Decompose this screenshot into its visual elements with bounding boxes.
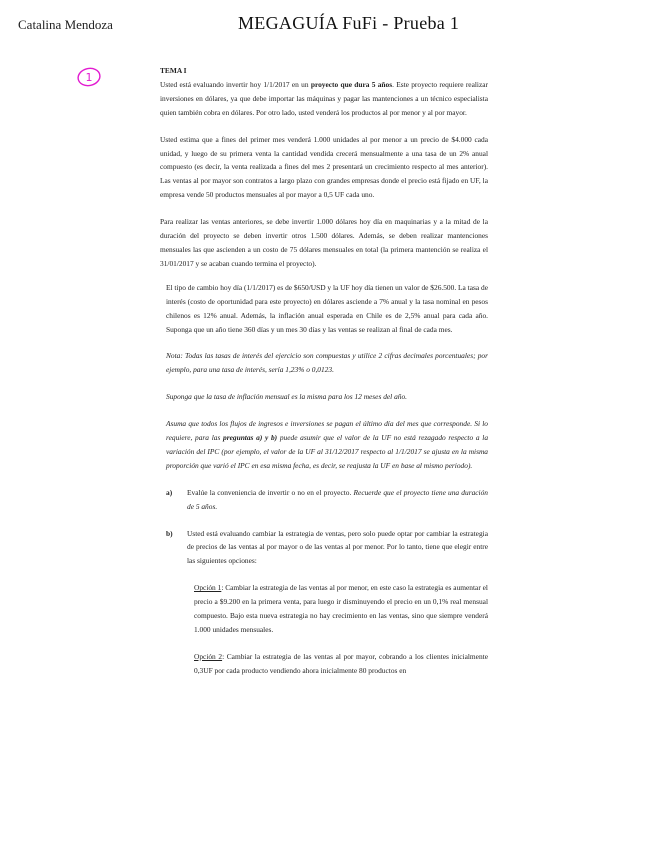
option-1: Opción 1: Cambiar la estrategia de las ventas al por menor, en este caso la estrategia es aumentar el precio a $9.200 en la primera venta, para luego ir disminuyendo el precio en un 0,1% real mensual compuesto. Bajo esta nueva estrategia no hay crecimiento en las ventas, sino que siempre venderá 1.000 unidades mensuales.	[194, 583, 488, 634]
paragraph-rates: El tipo de cambio hoy día (1/1/2017) es de $650/USD y la UF hoy día tienen un valor de $26.500. La tasa de interés (costo de oportunidad para este proyecto) en dólares asciende a 7% anual y la tasa nominal en pesos chilenos es 12% anual. Además, la inflación anual esperada en Chile es de 2,5% anual para cada año. Suponga que un año tiene 360 días y un mes 30 días y las ventas se realizan al final de cada mes.	[166, 282, 488, 334]
paragraph-sales: Usted estima que a fines del primer mes venderá 1.000 unidades al por menor a un precio de $4.000 cada unidad, y luego de su primera venta la cantidad vendida crecerá mensualmente a una tasa de un 2% anual compuesto (es decir, la venta realizada a fines del mes 2 presentará un crecimiento respecto al mes anterior). Las ventas al por mayor son contratos a largo plazo con grandes empresas donde el precio está fijado en UF, la empresa vende 50 productos mensuales al por mayor a 0,5 UF cada uno.	[160, 134, 488, 200]
option-2: Opción 2: Cambiar la estrategia de las ventas al por mayor, cobrando a los clientes inicialmente 0,3UF por cada producto vendiendo ahora inicialmente 80 productos en	[194, 651, 488, 675]
note-decimals: Nota: Todas las tasas de interés del ejercicio son compuestas y utilice 2 cifras decimales porcentuales; por ejemplo, para una tasa de interés, sería 1,23% o 0,0123.	[166, 351, 488, 375]
note-flows: Asuma que todos los flujos de ingresos e inversiones se pagan el último día del mes que corresponde. Si lo requiere, para las preguntas a) y b) puede asumir que el valor de la UF no está rezagado respecto a la variación del IPC (por ejemplo, el valor de la UF al 31/12/2017 respecto al 1/1/2017 se ajusta en la misma proporción que varió el IPC en esa misma fecha, es decir, se reajusta la UF en base al mismo periodo).	[166, 419, 489, 470]
handwritten-circled-number	[76, 66, 102, 93]
paragraph-investments: Para realizar las ventas anteriores, se debe invertir 1.000 dólares hoy día en maquinarias y a la mitad de la duración del proyecto se deben invertir otros 1.500 dólares. Además, se deben realizar mantenciones mensuales las que ascienden a un costo de 75 dólares mensuales en total (la primera mantención se realiza el 31/01/2017 y se acaban cuando termina el proyecto).	[160, 217, 488, 268]
question-a-label: a)	[166, 487, 173, 497]
question-b: b) Usted está evaluando cambiar la estrategia de ventas, pero solo puede optar por cambiar la estrategia de precios de las ventas al por mayor o de las ventas al por menor. Por lo tanto, tiene que elegir entre las siguientes opciones:	[166, 528, 488, 566]
paragraph-intro: Usted está evaluando invertir hoy 1/1/2017 en un proyecto que dura 5 años. Este proyecto requiere realizar inversiones en dólares, ya que debe importar las máquinas y pagar las mantenciones a un técnico especialista quien también cobra en dólares. Por otro lado, usted venderá los productos al por menor y al por mayor.	[160, 79, 488, 117]
document-title: MEGAGUÍA FuFi - Prueba 1	[238, 13, 460, 33]
note-inflation: Suponga que la tasa de inflación mensual es la misma para los 12 meses del año.	[166, 392, 408, 402]
document-body	[160, 64, 488, 678]
section-heading: TEMA I	[160, 66, 187, 75]
mark-number: 1	[85, 71, 93, 84]
author-name: Catalina Mendoza	[18, 17, 113, 32]
question-b-label: b)	[166, 528, 173, 538]
question-a: a) Evalúe la conveniencia de invertir o no en el proyecto. Recuerde que el proyecto tiene una duración de 5 años.	[166, 487, 488, 511]
